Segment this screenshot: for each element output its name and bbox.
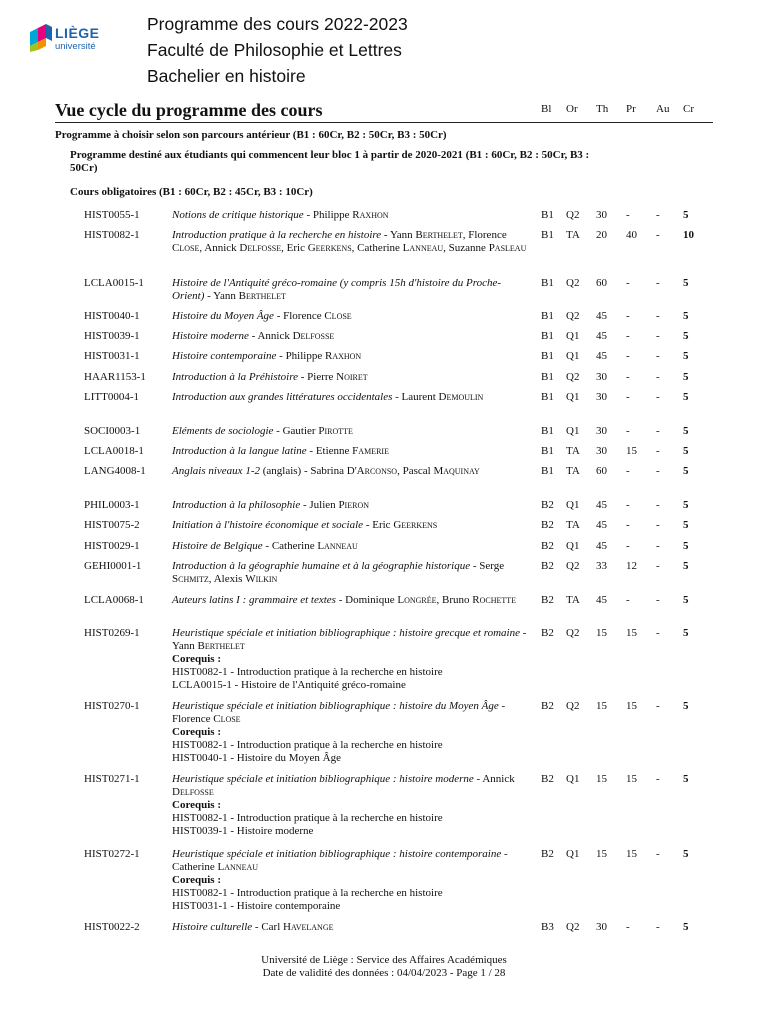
course-pr: - <box>626 594 630 606</box>
course-description: Introduction à la géographie humaine et à la géographie historique - Serge Schmitz, Alexis Wilkin <box>172 560 505 585</box>
course-code: SOCI0003-1 <box>84 425 141 437</box>
course-bl: B2 <box>541 848 554 860</box>
course-title: Introduction pratique à la recherche en histoire <box>172 229 382 241</box>
corequisite-item: HIST0082-1 - Introduction pratique à la recherche en histoire <box>172 812 443 824</box>
course-au: - <box>656 560 660 572</box>
course-teachers: Florence Close <box>172 713 241 725</box>
course-bl: B1 <box>541 371 554 383</box>
course-or: Q2 <box>566 921 580 933</box>
course-bl: B1 <box>541 310 554 322</box>
column-header-cr: Cr <box>683 103 694 115</box>
course-bl: B2 <box>541 700 554 712</box>
course-th: 60 <box>596 465 607 477</box>
course-pr: - <box>626 209 630 221</box>
course-cr: 5 <box>683 371 689 383</box>
course-teachers: Catherine Lanneau <box>271 540 358 552</box>
course-cr: 5 <box>683 330 689 342</box>
course-title: Introduction à la Préhistoire <box>172 371 298 383</box>
course-or: Q2 <box>566 209 580 221</box>
course-au: - <box>656 773 660 785</box>
course-pr: 15 <box>626 773 637 785</box>
course-pr: - <box>626 371 630 383</box>
course-bl: B1 <box>541 229 554 241</box>
course-cr: 5 <box>683 921 689 933</box>
logo-name: LIÈGE <box>55 25 100 41</box>
course-code: LCLA0068-1 <box>84 594 144 606</box>
course-title: Eléments de sociologie <box>172 425 274 437</box>
course-bl: B2 <box>541 627 554 639</box>
course-au: - <box>656 445 660 457</box>
course-th: 45 <box>596 310 607 322</box>
course-pr: - <box>626 391 630 403</box>
course-pr: - <box>626 499 630 511</box>
course-th: 15 <box>596 848 607 860</box>
corequisites-label: Corequis : <box>172 874 221 886</box>
course-code: LCLA0015-1 <box>84 277 144 289</box>
course-au: - <box>656 465 660 477</box>
course-th: 45 <box>596 519 607 531</box>
course-description: Eléments de sociologie - Gautier Pirotte <box>172 425 353 437</box>
course-th: 30 <box>596 371 607 383</box>
course-pr: - <box>626 425 630 437</box>
course-or: Q2 <box>566 371 580 383</box>
course-code: HAAR1153-1 <box>84 371 146 383</box>
course-title: Introduction à la langue latine <box>172 445 307 457</box>
course-au: - <box>656 594 660 606</box>
course-teachers: Yann Berthelet, Florence Close, Annick Delfosse, Eric Geerkens, Catherine Lanneau, Suzanne Pasleau <box>172 229 527 254</box>
course-or: TA <box>566 519 580 531</box>
course-pr: 15 <box>626 445 637 457</box>
section-title: Vue cycle du programme des cours <box>55 100 323 120</box>
course-or: Q1 <box>566 330 580 342</box>
course-th: 30 <box>596 425 607 437</box>
corequisite-item: HIST0031-1 - Histoire contemporaine <box>172 900 341 912</box>
course-code: LITT0004-1 <box>84 391 139 403</box>
course-language: (anglais) <box>262 465 302 477</box>
course-pr: 15 <box>626 700 637 712</box>
course-bl: B3 <box>541 921 554 933</box>
course-description: Histoire culturelle - Carl Havelange <box>172 921 334 933</box>
course-or: Q1 <box>566 391 580 403</box>
course-pr: - <box>626 277 630 289</box>
course-th: 30 <box>596 391 607 403</box>
corequisite-item: HIST0082-1 - Introduction pratique à la recherche en histoire <box>172 666 443 678</box>
course-cr: 5 <box>683 425 689 437</box>
course-or: Q2 <box>566 277 580 289</box>
header-degree: Bachelier en histoire <box>147 66 306 86</box>
course-title: Auteurs latins I : grammaire et textes <box>172 594 336 606</box>
course-teachers: Philippe Raxhon <box>285 350 362 362</box>
course-au: - <box>656 277 660 289</box>
course-teachers: Catherine Lanneau <box>172 861 259 873</box>
course-cr: 5 <box>683 465 689 477</box>
course-bl: B2 <box>541 773 554 785</box>
header-programme: Programme des cours 2022-2023 <box>147 14 408 34</box>
course-au: - <box>656 540 660 552</box>
course-title: Histoire du Moyen Âge <box>172 310 274 322</box>
course-description: Introduction aux grandes littératures occidentales - Laurent Demoulin <box>172 391 484 403</box>
course-teachers: Annick Delfosse <box>172 773 515 798</box>
course-bl: B2 <box>541 540 554 552</box>
course-au: - <box>656 848 660 860</box>
course-teachers: Etienne Famerie <box>315 445 389 457</box>
course-cr: 5 <box>683 848 689 860</box>
course-th: 30 <box>596 209 607 221</box>
course-teachers: Yann Berthelet <box>172 640 245 652</box>
course-pr: 15 <box>626 627 637 639</box>
course-th: 30 <box>596 445 607 457</box>
header-faculty: Faculté de Philosophie et Lettres <box>147 40 402 60</box>
course-pr: - <box>626 330 630 342</box>
course-th: 20 <box>596 229 607 241</box>
course-pr: 15 <box>626 848 637 860</box>
course-teachers: Philippe Raxhon <box>312 209 389 221</box>
course-code: HIST0269-1 <box>84 627 140 639</box>
course-bl: B2 <box>541 560 554 572</box>
course-or: TA <box>566 594 580 606</box>
course-bl: B1 <box>541 465 554 477</box>
course-title: Histoire de l'Antiquité gréco-romaine (y compris 15h d'histoire du Proche-Orient) <box>172 277 502 302</box>
course-code: HIST0031-1 <box>84 350 140 362</box>
course-au: - <box>656 371 660 383</box>
course-bl: B1 <box>541 350 554 362</box>
corequisite-item: LCLA0015-1 - Histoire de l'Antiquité gréco-romaine <box>172 679 406 691</box>
course-pr: - <box>626 519 630 531</box>
corequisites-label: Corequis : <box>172 726 221 738</box>
course-au: - <box>656 209 660 221</box>
course-cr: 5 <box>683 540 689 552</box>
course-bl: B1 <box>541 277 554 289</box>
course-code: LANG4008-1 <box>84 465 146 477</box>
course-th: 45 <box>596 499 607 511</box>
course-code: HIST0040-1 <box>84 310 140 322</box>
course-th: 45 <box>596 330 607 342</box>
course-description: Introduction pratique à la recherche en histoire - Yann Berthelet, Florence Close, Annick Delfosse, Eric Geerkens, Catherine Lanneau, Suzanne Pasleau <box>172 229 527 254</box>
course-au: - <box>656 229 660 241</box>
course-cr: 5 <box>683 499 689 511</box>
course-pr: - <box>626 310 630 322</box>
course-description: Auteurs latins I : grammaire et textes - Dominique Longrée, Bruno Rochette <box>172 594 517 606</box>
course-pr: - <box>626 465 630 477</box>
course-description: Histoire de Belgique - Catherine Lanneau <box>172 540 358 552</box>
course-or: Q1 <box>566 350 580 362</box>
course-or: Q1 <box>566 773 580 785</box>
course-description: Initiation à l'histoire économique et sociale - Eric Geerkens <box>172 519 438 531</box>
course-title: Histoire moderne <box>172 330 249 342</box>
course-th: 45 <box>596 350 607 362</box>
course-or: Q1 <box>566 425 580 437</box>
course-au: - <box>656 330 660 342</box>
course-code: HIST0055-1 <box>84 209 140 221</box>
course-or: Q2 <box>566 627 580 639</box>
course-au: - <box>656 627 660 639</box>
column-header-pr: Pr <box>626 103 636 115</box>
course-title: Heuristique spéciale et initiation bibliographique : histoire du Moyen Âge <box>172 700 499 712</box>
corequisite-item: HIST0040-1 - Histoire du Moyen Âge <box>172 752 341 764</box>
course-or: TA <box>566 229 580 241</box>
course-cr: 5 <box>683 627 689 639</box>
corequisite-item: HIST0039-1 - Histoire moderne <box>172 825 314 837</box>
course-title: Anglais niveaux 1-2 <box>172 465 260 477</box>
course-th: 15 <box>596 700 607 712</box>
course-th: 15 <box>596 773 607 785</box>
course-teachers: Pierre Noiret <box>307 371 368 383</box>
course-description: Heuristique spéciale et initiation bibliographique : histoire moderne - Annick Delfosse Corequis : HIST0082-1 - Introduction pratique à la recherche en histoire HIST0039-1 - Histoire moderne <box>172 773 532 838</box>
course-code: GEHI0001-1 <box>84 560 142 572</box>
course-description: Notions de critique historique - Philippe Raxhon <box>172 209 389 221</box>
course-teachers: Laurent Demoulin <box>401 391 484 403</box>
course-code: HIST0272-1 <box>84 848 140 860</box>
course-description: Heuristique spéciale et initiation bibliographique : histoire contemporaine - Catherine Lanneau Corequis : HIST0082-1 - Introduction pratique à la recherche en histoire HIST0031-1 - Histoire contemporaine <box>172 848 532 913</box>
course-teachers: Eric Geerkens <box>372 519 438 531</box>
course-or: Q2 <box>566 310 580 322</box>
course-or: TA <box>566 465 580 477</box>
course-au: - <box>656 350 660 362</box>
course-bl: B1 <box>541 445 554 457</box>
course-teachers: Florence Close <box>283 310 352 322</box>
group-heading-obligatoires: Cours obligatoires (B1 : 60Cr, B2 : 45Cr, B3 : 10Cr) <box>70 186 313 198</box>
course-pr: 12 <box>626 560 637 572</box>
footer-validity: Date de validité des données : 04/04/2023 - Page 1 / 28 <box>262 967 506 979</box>
course-au: - <box>656 700 660 712</box>
course-au: - <box>656 519 660 531</box>
course-title: Heuristique spéciale et initiation bibliographique : histoire grecque et romaine <box>172 627 520 639</box>
course-au: - <box>656 425 660 437</box>
course-au: - <box>656 499 660 511</box>
course-description: Introduction à la Préhistoire - Pierre Noiret <box>172 371 368 383</box>
course-cr: 10 <box>683 229 694 241</box>
course-code: PHIL0003-1 <box>84 499 140 511</box>
course-cr: 5 <box>683 391 689 403</box>
course-teachers: Dominique Longrée, Bruno Rochette <box>345 594 517 606</box>
course-th: 45 <box>596 594 607 606</box>
column-header-th: Th <box>596 103 609 115</box>
course-bl: B1 <box>541 330 554 342</box>
course-bl: B1 <box>541 209 554 221</box>
course-title: Histoire contemporaine <box>172 350 277 362</box>
course-title: Introduction à la géographie humaine et à la géographie historique <box>172 560 471 572</box>
group-heading-bloc1-cont: 50Cr) <box>70 162 98 174</box>
course-cr: 5 <box>683 209 689 221</box>
corequisites-label: Corequis : <box>172 653 221 665</box>
course-title: Histoire de Belgique <box>172 540 263 552</box>
course-au: - <box>656 310 660 322</box>
course-description: Histoire du Moyen Âge - Florence Close <box>172 310 352 322</box>
course-pr: - <box>626 921 630 933</box>
course-description: Histoire contemporaine - Philippe Raxhon <box>172 350 362 362</box>
course-title: Notions de critique historique <box>172 209 304 221</box>
course-description: Histoire moderne - Annick Delfosse <box>172 330 335 342</box>
course-title: Introduction aux grandes littératures occidentales <box>172 391 393 403</box>
course-teachers: Sabrina D'Arconso, Pascal Maquinay <box>310 465 480 477</box>
column-header-or: Or <box>566 103 578 115</box>
course-teachers: Annick Delfosse <box>257 330 335 342</box>
course-bl: B1 <box>541 425 554 437</box>
course-cr: 5 <box>683 277 689 289</box>
course-description: Heuristique spéciale et initiation bibliographique : histoire du Moyen Âge - Florence Close Corequis : HIST0082-1 - Introduction pratique à la recherche en histoire HIST0040-1 - Histoire du Moyen Âge <box>172 700 532 765</box>
course-or: TA <box>566 445 580 457</box>
course-cr: 5 <box>683 773 689 785</box>
uliege-logo <box>28 24 118 58</box>
footer-institution: Université de Liège : Service des Affaires Académiques <box>261 954 507 966</box>
course-or: Q1 <box>566 848 580 860</box>
course-cr: 5 <box>683 594 689 606</box>
course-code: HIST0271-1 <box>84 773 140 785</box>
column-header-au: Au <box>656 103 670 115</box>
course-th: 15 <box>596 627 607 639</box>
group-heading-parcours: Programme à choisir selon son parcours antérieur (B1 : 60Cr, B2 : 50Cr, B3 : 50Cr) <box>55 129 447 141</box>
course-code: HIST0075-2 <box>84 519 140 531</box>
course-teachers: Julien Pieron <box>309 499 369 511</box>
course-code: HIST0039-1 <box>84 330 140 342</box>
course-cr: 5 <box>683 445 689 457</box>
course-title: Initiation à l'histoire économique et sociale <box>172 519 364 531</box>
course-or: Q1 <box>566 540 580 552</box>
course-teachers: Carl Havelange <box>261 921 334 933</box>
course-or: Q1 <box>566 499 580 511</box>
corequisite-item: HIST0082-1 - Introduction pratique à la recherche en histoire <box>172 739 443 751</box>
course-description: Histoire de l'Antiquité gréco-romaine (y compris 15h d'histoire du Proche-Orient) - Yann Berthelet <box>172 277 502 302</box>
course-description: Introduction à la langue latine - Etienne Famerie <box>172 445 389 457</box>
course-pr: - <box>626 540 630 552</box>
course-cr: 5 <box>683 700 689 712</box>
section-divider <box>55 122 713 123</box>
course-code: HIST0029-1 <box>84 540 140 552</box>
course-description: Anglais niveaux 1-2 (anglais) - Sabrina D'Arconso, Pascal Maquinay <box>172 465 480 477</box>
course-bl: B2 <box>541 499 554 511</box>
course-title: Histoire culturelle <box>172 921 253 933</box>
course-or: Q2 <box>566 560 580 572</box>
course-th: 60 <box>596 277 607 289</box>
course-au: - <box>656 391 660 403</box>
logo-subtitle: université <box>55 41 96 52</box>
course-bl: B2 <box>541 594 554 606</box>
course-teachers: Yann Berthelet <box>213 290 286 302</box>
corequisite-item: HIST0082-1 - Introduction pratique à la recherche en histoire <box>172 887 443 899</box>
column-header-bl: Bl <box>541 103 552 115</box>
course-cr: 5 <box>683 350 689 362</box>
course-th: 33 <box>596 560 607 572</box>
course-code: LCLA0018-1 <box>84 445 144 457</box>
course-title: Introduction à la philosophie <box>172 499 301 511</box>
course-code: HIST0270-1 <box>84 700 140 712</box>
course-title: Heuristique spéciale et initiation bibliographique : histoire moderne <box>172 773 474 785</box>
uliege-logo-mark <box>28 24 54 52</box>
course-pr: - <box>626 350 630 362</box>
course-cr: 5 <box>683 519 689 531</box>
course-cr: 5 <box>683 310 689 322</box>
group-heading-bloc1: Programme destiné aux étudiants qui commencent leur bloc 1 à partir de 2020-2021 (B1 : 60Cr, B2 : 50Cr, B3 : <box>70 149 590 161</box>
course-bl: B2 <box>541 519 554 531</box>
course-code: HIST0082-1 <box>84 229 140 241</box>
course-teachers: Serge Schmitz, Alexis Wilkin <box>172 560 505 585</box>
course-description: Heuristique spéciale et initiation bibliographique : histoire grecque et romaine - Yann Berthelet Corequis : HIST0082-1 - Introduction pratique à la recherche en histoire LCLA0015-1 - Histoire de l'Antiquité gréco-romaine <box>172 627 532 692</box>
course-th: 45 <box>596 540 607 552</box>
course-pr: 40 <box>626 229 637 241</box>
course-teachers: Gautier Pirotte <box>282 425 353 437</box>
course-code: HIST0022-2 <box>84 921 140 933</box>
course-bl: B1 <box>541 391 554 403</box>
course-or: Q2 <box>566 700 580 712</box>
course-au: - <box>656 921 660 933</box>
course-cr: 5 <box>683 560 689 572</box>
course-title: Heuristique spéciale et initiation bibliographique : histoire contemporaine <box>172 848 502 860</box>
course-description: Introduction à la philosophie - Julien Pieron <box>172 499 369 511</box>
course-th: 30 <box>596 921 607 933</box>
corequisites-label: Corequis : <box>172 799 221 811</box>
